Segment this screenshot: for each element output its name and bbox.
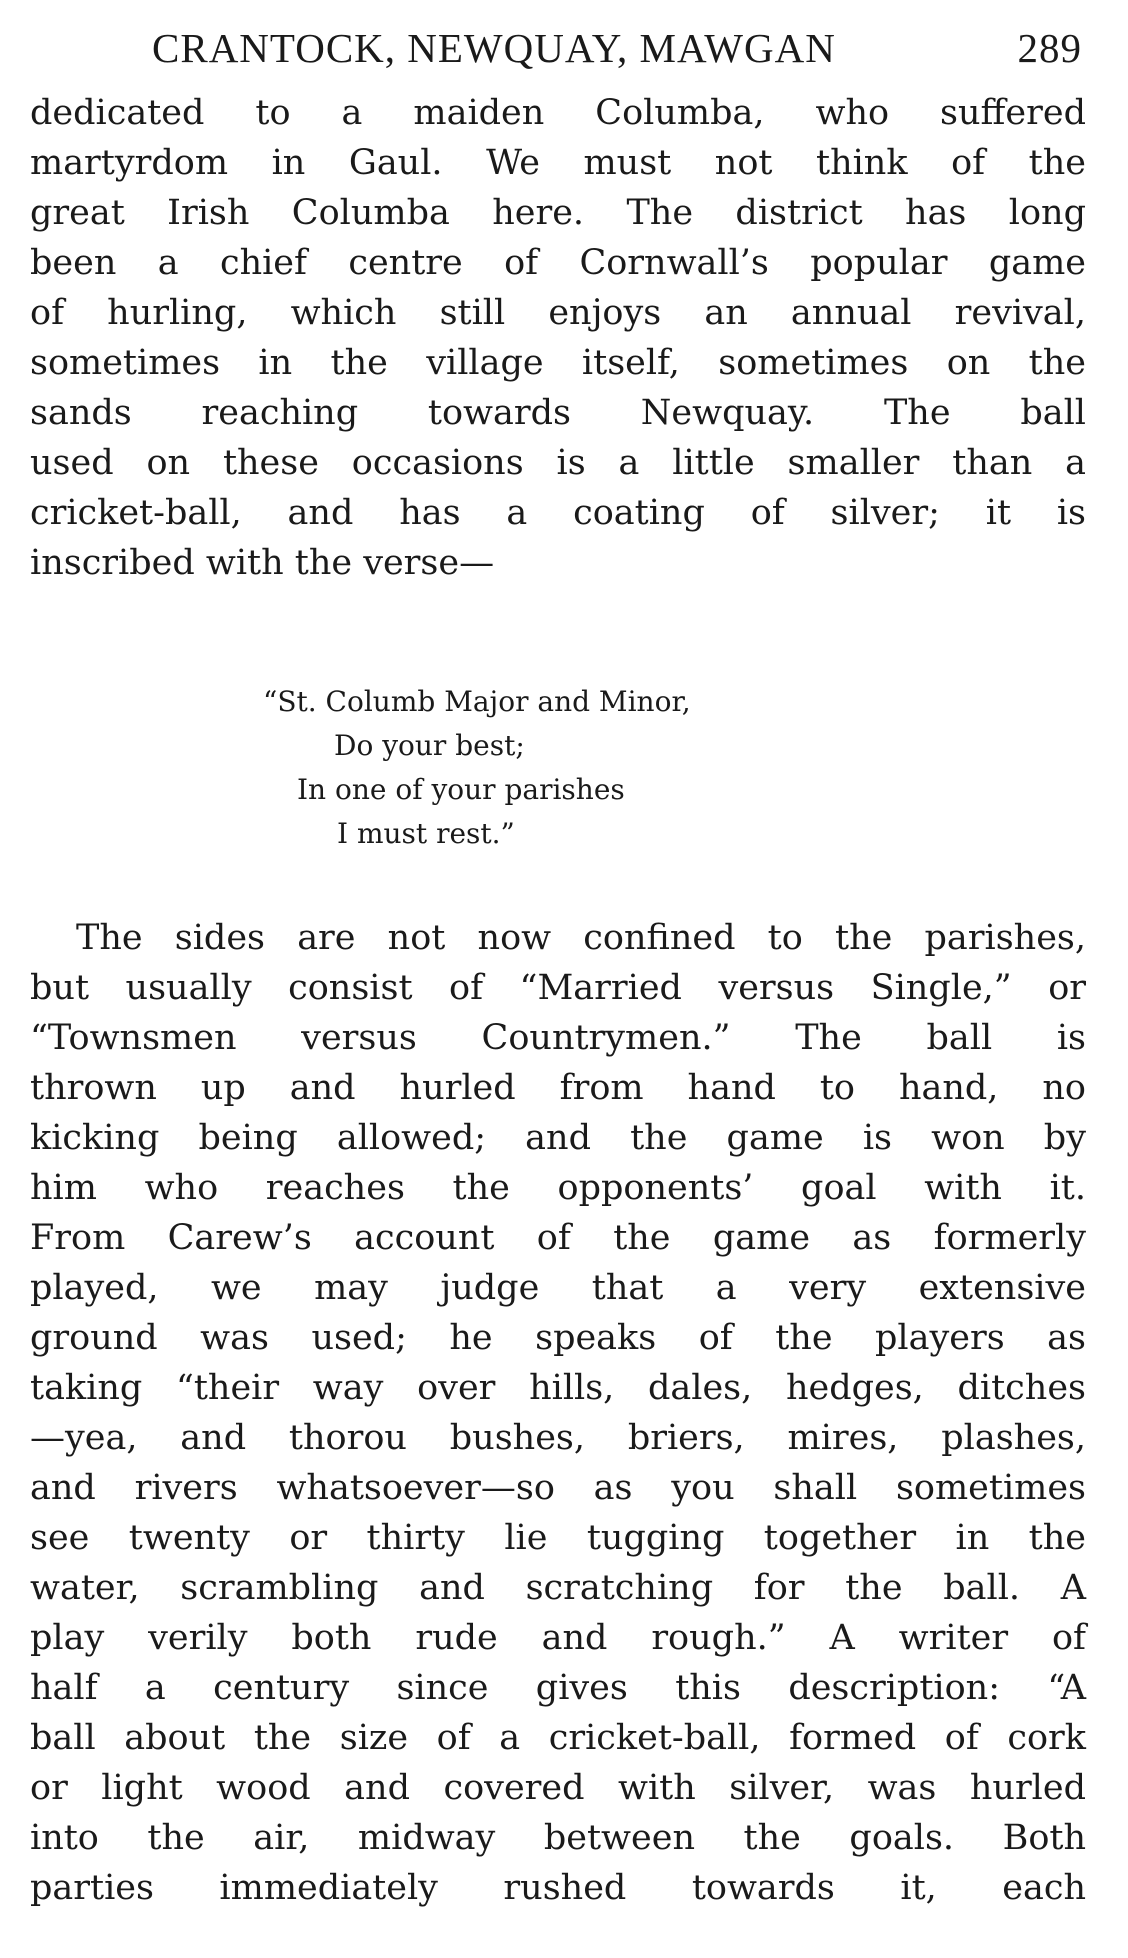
text-line: but usually consist of “Married versus Single,” or <box>30 968 1086 1008</box>
verse-line: “St. Columb Major and Minor, <box>263 685 691 718</box>
text-line: “Townsmen versus Countrymen.” The ball is <box>30 1018 1086 1058</box>
verse-line: Do your best; <box>334 729 525 762</box>
text-line: used on these occasions is a little smaller than a <box>30 443 1086 483</box>
text-line: dedicated to a maiden Columba, who suffered <box>30 93 1086 133</box>
text-line: martyrdom in Gaul. We must not think of the <box>30 143 1086 183</box>
text-line: half a century since gives this description: “A <box>30 1668 1086 1708</box>
verse-line: In one of your parishes <box>297 773 625 806</box>
text-line: into the air, midway between the goals. Both <box>30 1818 1086 1858</box>
text-line: inscribed with the verse— <box>30 543 495 583</box>
text-line: and rivers whatsoever—so as you shall sometimes <box>30 1468 1086 1508</box>
text-line: of hurling, which still enjoys an annual revival, <box>30 293 1086 333</box>
text-line: The sides are not now confined to the parishes, <box>76 918 1086 958</box>
text-line: him who reaches the opponents’ goal with it. <box>30 1168 1086 1208</box>
text-line: great Irish Columba here. The district has long <box>30 193 1086 233</box>
running-title: CRANTOCK, NEWQUAY, MAWGAN <box>152 25 836 71</box>
page-header <box>140 20 1082 76</box>
text-line: or light wood and covered with silver, was hurled <box>30 1768 1086 1808</box>
text-line: water, scrambling and scratching for the ball. A <box>30 1568 1086 1608</box>
text-line: played, we may judge that a very extensive <box>30 1268 1086 1308</box>
text-line: sands reaching towards Newquay. The ball <box>30 393 1086 433</box>
text-line: ground was used; he speaks of the players as <box>30 1318 1086 1358</box>
page-number: 289 <box>1017 25 1082 71</box>
text-line: ball about the size of a cricket-ball, formed of cork <box>30 1718 1086 1758</box>
text-line: thrown up and hurled from hand to hand, no <box>30 1068 1086 1108</box>
text-line: sometimes in the village itself, sometimes on the <box>30 343 1086 383</box>
text-line: parties immediately rushed towards it, each <box>30 1868 1086 1908</box>
text-line: From Carew’s account of the game as formerly <box>30 1218 1086 1258</box>
text-line: been a chief centre of Cornwall’s popular game <box>30 243 1086 283</box>
text-line: see twenty or thirty lie tugging together in the <box>30 1518 1086 1558</box>
text-line: play verily both rude and rough.” A writer of <box>30 1618 1086 1658</box>
verse-line: I must rest.” <box>337 817 515 850</box>
text-line: taking “their way over hills, dales, hedges, ditches <box>30 1368 1086 1408</box>
text-line: —yea, and thorou bushes, briers, mires, plashes, <box>30 1418 1086 1458</box>
text-line: kicking being allowed; and the game is won by <box>30 1118 1086 1158</box>
text-line: cricket-ball, and has a coating of silver; it is <box>30 493 1086 533</box>
